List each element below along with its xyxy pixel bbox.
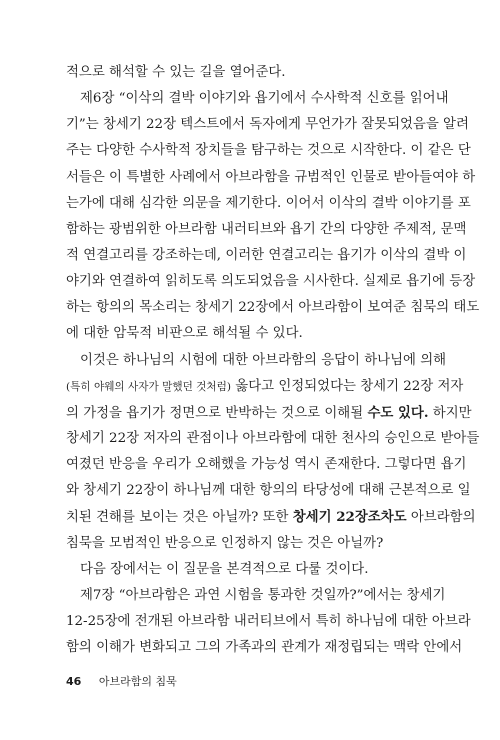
line-text: 제7장 “아브라함은 과연 시험을 통과한 것일까?”에서는 창세기 <box>80 587 446 603</box>
text-line <box>66 348 447 374</box>
text-line <box>66 531 442 557</box>
text-line <box>66 243 467 269</box>
running-title: 아브라함의 침묵 <box>98 675 177 688</box>
line-text: 에 대한 암묵적 비판으로 해석될 수 있다. <box>66 326 303 342</box>
line-text: 의 가정을 욥기가 정면으로 반박하는 것으로 이해될 <box>66 405 368 421</box>
page-footer <box>66 673 177 689</box>
line-text: 적으로 해석할 수 있는 길을 열어준다. <box>66 65 286 80</box>
page-number: 46 <box>66 675 82 688</box>
body-text <box>66 60 480 661</box>
line-text: 함하는 광범위한 아브라함 내러티브와 욥기 간의 다양한 주제적, 문맥 <box>66 221 467 237</box>
text-line <box>66 112 469 138</box>
text-line <box>66 400 472 426</box>
emphasized-text: 창세기 22장조차도 <box>292 509 407 526</box>
line-text: 기”는 창세기 22장 텍스트에서 독자에게 무언가가 잘못되었음을 알려 <box>66 117 469 133</box>
text-line <box>66 321 442 347</box>
text-line <box>66 165 476 191</box>
line-text: 다음 장에서는 이 질문을 본격적으로 다룰 것이다. <box>80 561 369 577</box>
line-text: 는가에 대해 심각한 의문을 제기한다. 이어서 이삭의 결박 이야기를 포 <box>66 195 471 211</box>
text-line <box>66 452 467 478</box>
text-line <box>66 269 476 295</box>
line-text: 12-25장에 전개된 아브라함 내러티브에서 특히 하나님에 대한 아브라 <box>66 613 471 629</box>
line-text: 주는 다양한 수사학적 장치들을 탐구하는 것으로 시작한다. 이 같은 단 <box>66 143 471 159</box>
line-text: 서들은 이 특별한 사례에서 아브라함을 규범적인 인물로 받아들여야 하 <box>66 169 476 185</box>
text-line <box>66 635 463 661</box>
line-text: 함의 이해가 변화되고 그의 가족과의 관계가 재정립되는 맥락 안에서 <box>66 640 463 656</box>
line-text-tail: 하지만 <box>428 405 472 421</box>
line-text-tail: 아브라함의 <box>406 510 476 526</box>
line-text: 여졌던 반응을 우리가 오해했을 가능성 역시 존재한다. 그렇다면 욥기 <box>66 457 467 473</box>
line-text: 창세기 22장 저자의 관점이나 아브라함에 대한 천사의 승인으로 받아들 <box>66 430 480 446</box>
text-line <box>66 86 449 112</box>
text-line <box>66 217 467 243</box>
line-text: 와 창세기 22장이 하나님께 대한 항의의 타당성에 대해 근본적으로 일 <box>66 483 471 499</box>
line-text: 침묵을 모범적인 반응으로 인정하지 않는 것은 아닐까? <box>66 535 384 551</box>
text-line <box>66 583 446 609</box>
line-text: 제6장 “이삭의 결박 이야기와 욥기에서 수사학적 신호를 읽어내 <box>80 91 449 107</box>
text-line <box>66 191 471 217</box>
text-line <box>66 609 471 635</box>
line-text: 치된 견해를 보이는 것은 아닐까? 또한 <box>66 510 293 526</box>
text-line <box>66 426 480 452</box>
line-text: 야기와 연결하여 읽히도록 의도되었음을 시사한다. 실제로 욥기에 등장 <box>66 274 476 290</box>
text-line <box>66 295 480 321</box>
text-line <box>66 557 442 583</box>
line-text: 옳다고 인정되었다는 창세기 22장 저자 <box>231 378 464 394</box>
text-line <box>66 504 476 530</box>
line-text: 적 연결고리를 강조하는데, 이러한 연결고리는 욥기가 이삭의 결박 이 <box>66 247 467 263</box>
text-line <box>66 374 464 400</box>
text-line <box>66 478 471 504</box>
line-text: 이것은 하나님의 시험에 대한 아브라함의 응답이 하나님에 의해 <box>80 352 447 368</box>
emphasized-text: 수도 있다. <box>367 404 429 421</box>
text-line <box>66 138 471 164</box>
parenthetical-note: (특히 야웨의 사자가 말했던 것처럼) <box>66 380 232 393</box>
line-text: 하는 항의의 목소리는 창세기 22장에서 아브라함이 보여준 침묵의 태도 <box>66 300 480 316</box>
text-line <box>66 60 442 86</box>
